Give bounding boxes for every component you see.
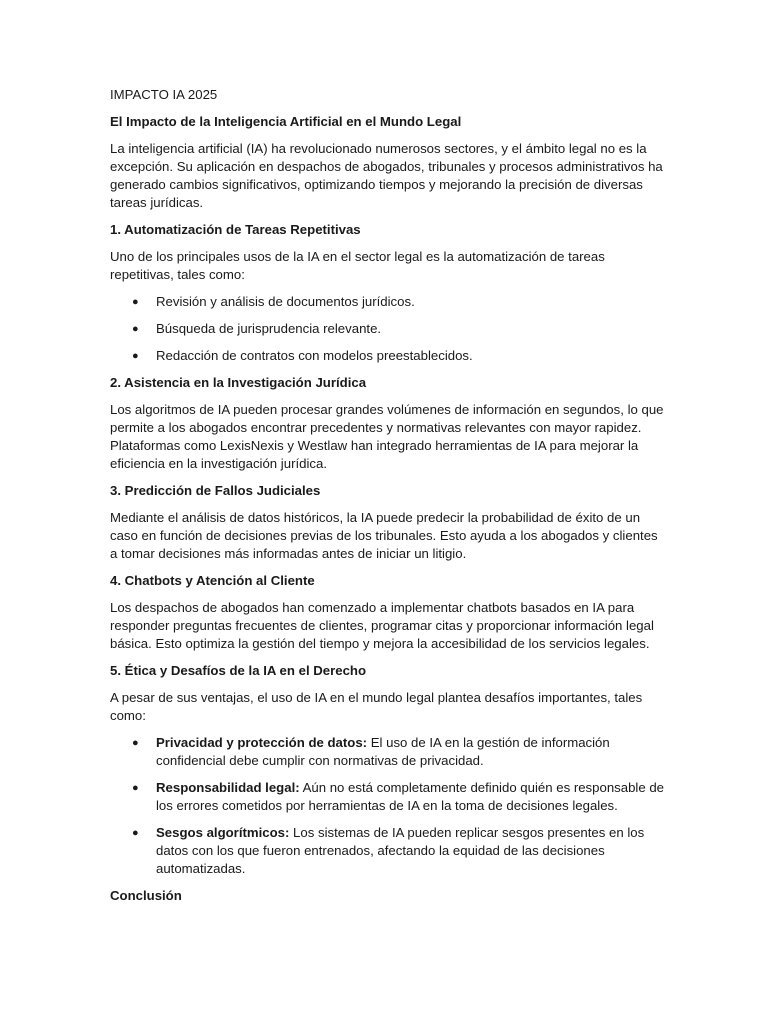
- section-1-list: [110, 293, 668, 365]
- list-item-text: Los sistemas de IA pueden replicar sesgos presentes en los datos con los que fueron entrenados, afectando la equidad de las decisiones automatizadas.: [156, 825, 645, 876]
- bullet-icon: ●: [132, 323, 139, 335]
- list-item: [110, 824, 668, 878]
- bullet-icon: ●: [132, 350, 139, 362]
- list-item-text: Redacción de contratos con modelos preestablecidos.: [156, 348, 473, 363]
- bullet-icon: ●: [132, 296, 139, 308]
- section-4-body: Los despachos de abogados han comenzado a implementar chatbots basados en IA para responder preguntas frecuentes de clientes, programar citas y proporcionar información legal básica. Esto optimiza la gestión del tiempo y mejora la accesibilidad de los servicios legales.: [110, 600, 654, 651]
- section-5-body: A pesar de sus ventajas, el uso de IA en el mundo legal plantea desafíos importantes, tales como:: [110, 690, 643, 723]
- section-3-heading: 3. Predicción de Fallos Judiciales: [110, 483, 321, 498]
- document-title: El Impacto de la Inteligencia Artificial en el Mundo Legal: [110, 114, 462, 129]
- conclusion-heading: Conclusión: [110, 888, 182, 903]
- section-4-heading: 4. Chatbots y Atención al Cliente: [110, 573, 315, 588]
- bullet-icon: ●: [132, 737, 139, 749]
- list-item-term: Responsabilidad legal:: [156, 780, 300, 795]
- bullet-icon: ●: [132, 782, 139, 794]
- list-item-term: Sesgos algorítmicos:: [156, 825, 290, 840]
- list-item: [110, 320, 668, 338]
- intro-paragraph: La inteligencia artificial (IA) ha revolucionado numerosos sectores, y el ámbito legal no es la excepción. Su aplicación en despachos de abogados, tribunales y procesos administrativos ha generado cambios significativos, optimizando tiempos y mejorando la precisión de diversas tareas jurídicas.: [110, 141, 663, 210]
- list-item-text: Revisión y análisis de documentos jurídicos.: [156, 294, 415, 309]
- section-3-body: Mediante el análisis de datos históricos, la IA puede predecir la probabilidad de éxito de un caso en función de decisiones previas de los tribunales. Esto ayuda a los abogados y clientes a tomar decisiones más informadas antes de iniciar un litigio.: [110, 510, 658, 561]
- list-item-term: Privacidad y protección de datos:: [156, 735, 368, 750]
- list-item: [110, 779, 668, 815]
- list-item: [110, 293, 668, 311]
- list-item-text: Aún no está completamente definido quién es responsable de los errores cometidos por herramientas de IA en la toma de decisiones legales.: [156, 780, 665, 813]
- section-2-body: Los algoritmos de IA pueden procesar grandes volúmenes de información en segundos, lo que permite a los abogados encontrar precedentes y normativas relevantes con mayor rapidez. Plataformas como LexisNexis y Westlaw han integrado herramientas de IA para mejorar la eficiencia en la investigación jurídica.: [110, 402, 664, 471]
- list-item: [110, 347, 668, 365]
- section-1-heading: 1. Automatización de Tareas Repetitivas: [110, 222, 361, 237]
- list-item: [110, 734, 668, 770]
- section-1-body: Uno de los principales usos de la IA en el sector legal es la automatización de tareas repetitivas, tales como:: [110, 249, 605, 282]
- section-5-heading: 5. Ética y Desafíos de la IA en el Derecho: [110, 663, 367, 678]
- document-kicker: IMPACTO IA 2025: [110, 87, 218, 102]
- bullet-icon: ●: [132, 827, 139, 839]
- list-item-text: Búsqueda de jurisprudencia relevante.: [156, 321, 382, 336]
- section-2-heading: 2. Asistencia en la Investigación Jurídica: [110, 375, 367, 390]
- list-item-text: El uso de IA en la gestión de información confidencial debe cumplir con normativas de privacidad.: [156, 735, 610, 768]
- section-5-list: [110, 734, 668, 878]
